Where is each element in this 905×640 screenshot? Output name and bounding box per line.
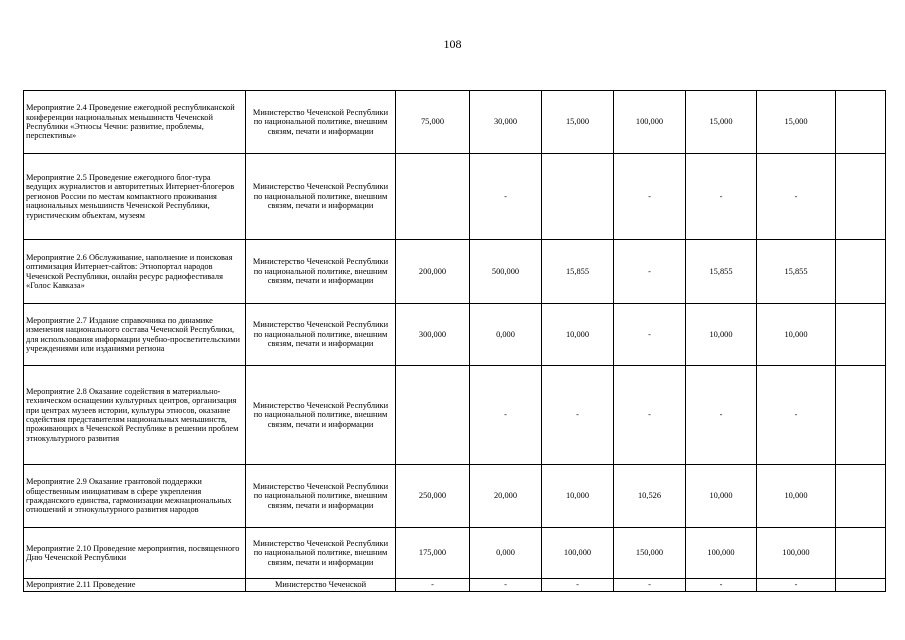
value-cell: [396, 154, 470, 240]
value-cell: [542, 154, 614, 240]
activity-cell: Мероприятие 2.4 Проведение ежегодной республиканской конференции национальных меньшинств Чеченской Республики «Этносы Чечни: развитие, проблемы, перспективы»: [24, 91, 246, 154]
value-cell: 10,000: [686, 304, 757, 366]
ministry-cell: Министерство Чеченской Республики по национальной политике, внешним связям, печати и информации: [246, 366, 396, 465]
value-cell: [836, 240, 886, 304]
activity-cell: Мероприятие 2.11 Проведение: [24, 579, 246, 592]
table-row: [24, 366, 886, 465]
value-cell: 100,000: [757, 528, 836, 579]
value-cell: 150,000: [614, 528, 686, 579]
value-cell: [836, 579, 886, 592]
value-cell: -: [614, 154, 686, 240]
value-cell: 10,000: [757, 304, 836, 366]
value-cell: [836, 91, 886, 154]
table-row: [24, 579, 886, 592]
ministry-cell: Министерство Чеченской Республики по национальной политике, внешним связям, печати и информации: [246, 154, 396, 240]
table-row: [24, 304, 886, 366]
value-cell: -: [686, 366, 757, 465]
ministry-cell: Министерство Чеченской Республики по национальной политике, внешним связям, печати и информации: [246, 528, 396, 579]
value-cell: 15,000: [686, 91, 757, 154]
ministry-cell: Министерство Чеченской: [246, 579, 396, 592]
value-cell: 10,000: [542, 465, 614, 528]
value-cell: 15,855: [686, 240, 757, 304]
page-number: 108: [443, 37, 462, 51]
activity-cell: Мероприятие 2.10 Проведение мероприятия, посвященного Дню Чеченской Республики: [24, 528, 246, 579]
value-cell: -: [686, 579, 757, 592]
table-row: [24, 528, 886, 579]
activity-cell: Мероприятие 2.5 Проведение ежегодного блог-тура ведущих журналистов и авторитетных Интернет-блогеров регионов России по местам компактного проживания национальных меньшинств Чеченской Республики, туристическим объектам, музеям: [24, 154, 246, 240]
value-cell: -: [542, 366, 614, 465]
value-cell: -: [396, 579, 470, 592]
value-cell: -: [470, 579, 542, 592]
value-cell: 15,855: [757, 240, 836, 304]
budget-table: [23, 90, 886, 592]
table-row: [24, 465, 886, 528]
value-cell: -: [614, 579, 686, 592]
value-cell: -: [614, 366, 686, 465]
value-cell: -: [757, 366, 836, 465]
value-cell: 100,000: [686, 528, 757, 579]
value-cell: 20,000: [470, 465, 542, 528]
value-cell: 0,000: [470, 304, 542, 366]
value-cell: -: [757, 579, 836, 592]
value-cell: -: [614, 240, 686, 304]
table-row: [24, 91, 886, 154]
ministry-cell: Министерство Чеченской Республики по национальной политике, внешним связям, печати и информации: [246, 240, 396, 304]
value-cell: -: [614, 304, 686, 366]
value-cell: 10,000: [757, 465, 836, 528]
ministry-cell: Министерство Чеченской Республики по национальной политике, внешним связям, печати и информации: [246, 465, 396, 528]
value-cell: 75,000: [396, 91, 470, 154]
value-cell: [836, 465, 886, 528]
value-cell: 15,855: [542, 240, 614, 304]
value-cell: 10,000: [542, 304, 614, 366]
value-cell: [836, 528, 886, 579]
value-cell: 10,000: [686, 465, 757, 528]
value-cell: -: [470, 154, 542, 240]
value-cell: 15,000: [757, 91, 836, 154]
value-cell: 10,526: [614, 465, 686, 528]
value-cell: 100,000: [614, 91, 686, 154]
value-cell: 0,000: [470, 528, 542, 579]
ministry-cell: Министерство Чеченской Республики по национальной политике, внешним связям, печати и информации: [246, 304, 396, 366]
value-cell: 300,000: [396, 304, 470, 366]
value-cell: -: [757, 154, 836, 240]
value-cell: 250,000: [396, 465, 470, 528]
value-cell: [836, 154, 886, 240]
value-cell: 200,000: [396, 240, 470, 304]
activity-cell: Мероприятие 2.9 Оказание грантовой поддержки общественным инициативам в сфере укрепления гражданского единства, гармонизации межнациональных отношений и этнокультурного развития народов: [24, 465, 246, 528]
value-cell: -: [470, 366, 542, 465]
value-cell: [836, 304, 886, 366]
value-cell: -: [686, 154, 757, 240]
value-cell: 15,000: [542, 91, 614, 154]
ministry-cell: Министерство Чеченской Республики по национальной политике, внешним связям, печати и информации: [246, 91, 396, 154]
activity-cell: Мероприятие 2.7 Издание справочника по динамике изменения национального состава Чеченской Республики, для использования информации учебно-просветительскими учреждениями или изданиями региона: [24, 304, 246, 366]
value-cell: 30,000: [470, 91, 542, 154]
activity-cell: Мероприятие 2.8 Оказание содействия в материально-техническом оснащении культурных центров, организация при центрах музеев истории, культуры этносов, оказание содействия представителям национальных меньшинств, проживающих в Чеченской Республике в решении проблем этнокультурного развития: [24, 366, 246, 465]
value-cell: -: [542, 579, 614, 592]
value-cell: [396, 366, 470, 465]
table-row: [24, 240, 886, 304]
value-cell: 500,000: [470, 240, 542, 304]
table-row: [24, 154, 886, 240]
activity-cell: Мероприятие 2.6 Обслуживание, наполнение и поисковая оптимизация Интернет-сайтов: Этнопортал народов Чеченской Республики, онлайн ресурс радиофестиваля «Голос Кавказа»: [24, 240, 246, 304]
value-cell: [836, 366, 886, 465]
value-cell: 100,000: [542, 528, 614, 579]
value-cell: 175,000: [396, 528, 470, 579]
